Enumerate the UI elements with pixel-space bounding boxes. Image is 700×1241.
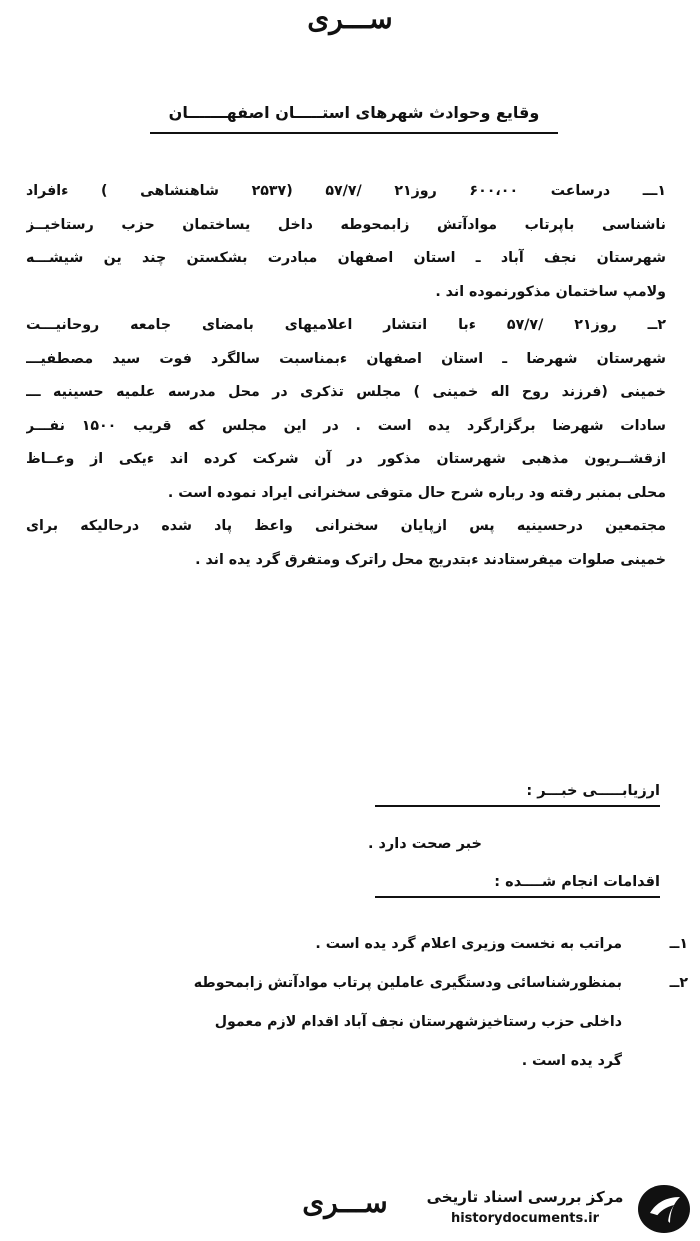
actions-heading: اقدامات انجام شــــده : — [375, 874, 660, 898]
body-line: ولامپ ساختمان مذکورنموده اند . — [435, 283, 666, 300]
assessment-heading: ارزیابـــــی خبـــر : — [375, 783, 660, 807]
body-line: خمینی صلوات میفرستادند ءبتدریج محل راترک ومتفرق گرد یده اند . — [195, 551, 666, 568]
actions-list — [64, 925, 688, 1081]
action-line: مراتب به نخست وزیری اعلام گرد یده است . — [315, 936, 622, 952]
body-line: خمینی (فرزند روح اله خمینی ) مجلس تذکری در محل مدرسه علمیه حسینیه ـــ — [26, 384, 666, 400]
body-line: ازقشــریون مذهبی شهرستان مذکور در آن شرکت کرده اند ءیکی از وعــاظ — [26, 451, 666, 467]
archive-text — [420, 1186, 630, 1230]
action-number: ۱ــ — [669, 936, 688, 952]
body-line: ناشناسی باپرتاب موادآتش زابمحوطه داخل یساختمان حزب رستاخیــز — [26, 216, 666, 233]
action-line: داخلی حزب رستاخیزشهرستان نجف آباد اقدام لازم معمول — [214, 1014, 622, 1030]
archive-org-name: مرکز بررسی اسناد تاریخی — [426, 1188, 624, 1206]
action-text — [64, 925, 622, 964]
body-line: ۱ـــ درساعت ۶۰۰،۰۰ روز۲۱ /۵۷/۷ (۲۵۳۷ شاهنشاهی ) ءافراد — [26, 183, 666, 199]
action-number: ۲ــ — [669, 975, 688, 991]
archive-logo-icon — [636, 1183, 692, 1235]
body-line: مجتمعین درحسینیه پس ازپایان سخنرانی واعظ پاد شده درحالیکه برای — [26, 518, 666, 534]
body-line: سادات شهرضا برگزارگرد یده است . در این مجلس که قریب ۱۵۰۰ نفـــر — [26, 417, 666, 434]
body-line: محلی بمنبر رفته ود رباره شرح حال متوفی سخنرانی ایراد نموده است . — [167, 484, 666, 501]
action-line: بمنظورشناسائی ودستگیری عاملین پرتاب موادآتش زابمحوطه — [193, 975, 622, 991]
action-line: گرد یده است . — [521, 1053, 622, 1069]
action-item — [64, 964, 688, 1081]
assessment-value: خبر صحت دارد . — [367, 836, 482, 852]
body-line: ۲ــ روز۲۱ /۵۷/۷ ءبا انتشار اعلامیهای بامضای جامعه روحانیـــت — [26, 317, 666, 333]
document-title: وقایع وحوادث شهرهای استـــــان اصفهـــــــان — [150, 103, 558, 134]
classification-top: ســـرى — [307, 2, 393, 35]
action-item — [64, 925, 688, 964]
archive-url: historydocuments.ir — [450, 1211, 600, 1226]
classification-bottom: ســـرى — [302, 1186, 388, 1219]
action-text — [64, 964, 622, 1081]
body-line: شهرستان نجف آباد ـ استان اصفهان مبادرت بشکستن چند ین شیشـــه — [26, 250, 666, 266]
document-body — [26, 175, 666, 577]
body-line: شهرستان شهرضا ـ استان اصفهان ءبمناسبت سالگرد فوت سید مصطفیـــ — [26, 350, 666, 367]
archive-watermark — [420, 1183, 692, 1235]
